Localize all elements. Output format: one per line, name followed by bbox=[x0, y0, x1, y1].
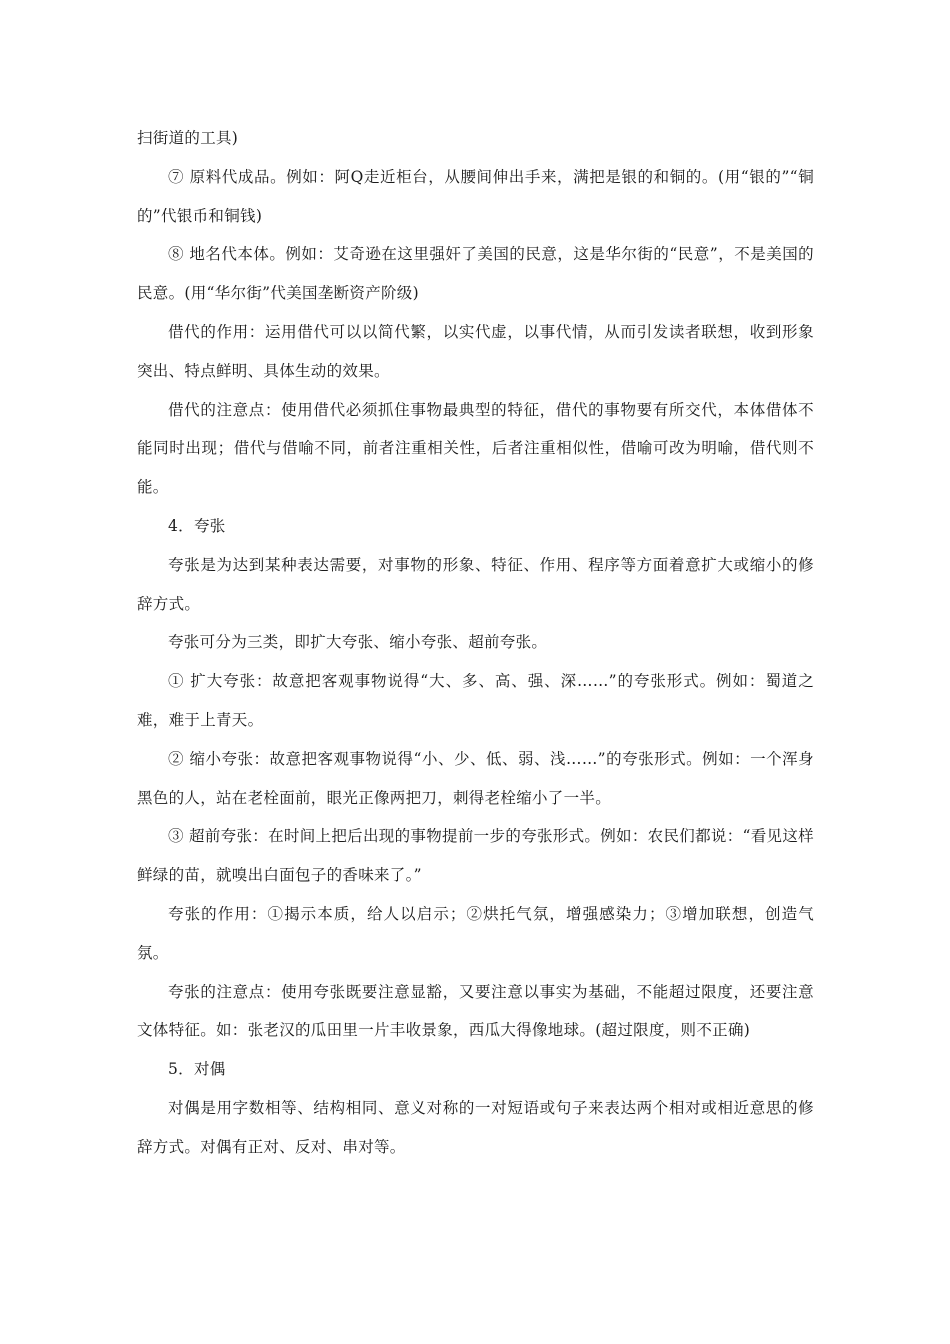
section-heading-hyperbole: 4．夸张 bbox=[168, 516, 226, 535]
paragraph-antithesis-definition: 对偶是用字数相等、结构相同、意义对称的一对短语或句子来表达两个相对或相近意思的修辞方式。对偶有正对、反对、串对等。 bbox=[137, 1098, 814, 1156]
paragraph-hyperbole-type-1: ① 扩大夸张：故意把客观事物说得“大、多、高、强、深……”的夸张形式。例如：蜀道之难，难于上青天。 bbox=[137, 672, 814, 729]
paragraph-metonymy-function: 借代的作用：运用借代可以以简代繁，以实代虚，以事代情，从而引发读者联想，收到形象突出、特点鲜明、具体生动的效果。 bbox=[137, 322, 814, 380]
section-heading-antithesis: 5．对偶 bbox=[168, 1060, 226, 1079]
paragraph-hyperbole-type-2: ② 缩小夸张：故意把客观事物说得“小、少、低、弱、浅……”的夸张形式。例如：一个浑身黑色的人，站在老栓面前，眼光正像两把刀，刺得老栓缩小了一半。 bbox=[137, 749, 814, 807]
document-body bbox=[137, 119, 814, 1167]
paragraph-hyperbole-type-3: ③ 超前夸张：在时间上把后出现的事物提前一步的夸张形式。例如：农民们都说：“看见这样鲜绿的苗，就嗅出白面包子的香味来了。” bbox=[137, 827, 814, 885]
paragraph-hyperbole-definition: 夸张是为达到某种表达需要，对事物的形象、特征、作用、程序等方面着意扩大或缩小的修辞方式。 bbox=[137, 555, 814, 613]
paragraph-example-7: ⑦ 原料代成品。例如：阿Q走近柜台，从腰间伸出手来，满把是银的和铜的。(用“银的”“铜的”代银币和铜钱) bbox=[137, 167, 814, 225]
paragraph-hyperbole-notes: 夸张的注意点：使用夸张既要注意显豁，又要注意以事实为基础，不能超过限度，还要注意文体特征。如：张老汉的瓜田里一片丰收景象，西瓜大得像地球。(超过限度，则不正确) bbox=[137, 982, 814, 1040]
paragraph-continuation: 扫街道的工具) bbox=[137, 129, 239, 147]
paragraph-hyperbole-types: 夸张可分为三类，即扩大夸张、缩小夸张、超前夸张。 bbox=[168, 633, 548, 652]
paragraph-metonymy-notes: 借代的注意点：使用借代必须抓住事物最典型的特征，借代的事物要有所交代，本体借体不能同时出现；借代与借喻不同，前者注重相关性，后者注重相似性，借喻可改为明喻，借代则不能。 bbox=[137, 400, 814, 497]
paragraph-hyperbole-function: 夸张的作用：①揭示本质，给人以启示；②烘托气氛，增强感染力；③增加联想，创造气氛。 bbox=[137, 904, 814, 962]
paragraph-example-8: ⑧ 地名代本体。例如：艾奇逊在这里强奸了美国的民意，这是华尔街的“民意”，不是美国的民意。(用“华尔街”代美国垄断资产阶级) bbox=[137, 245, 814, 303]
